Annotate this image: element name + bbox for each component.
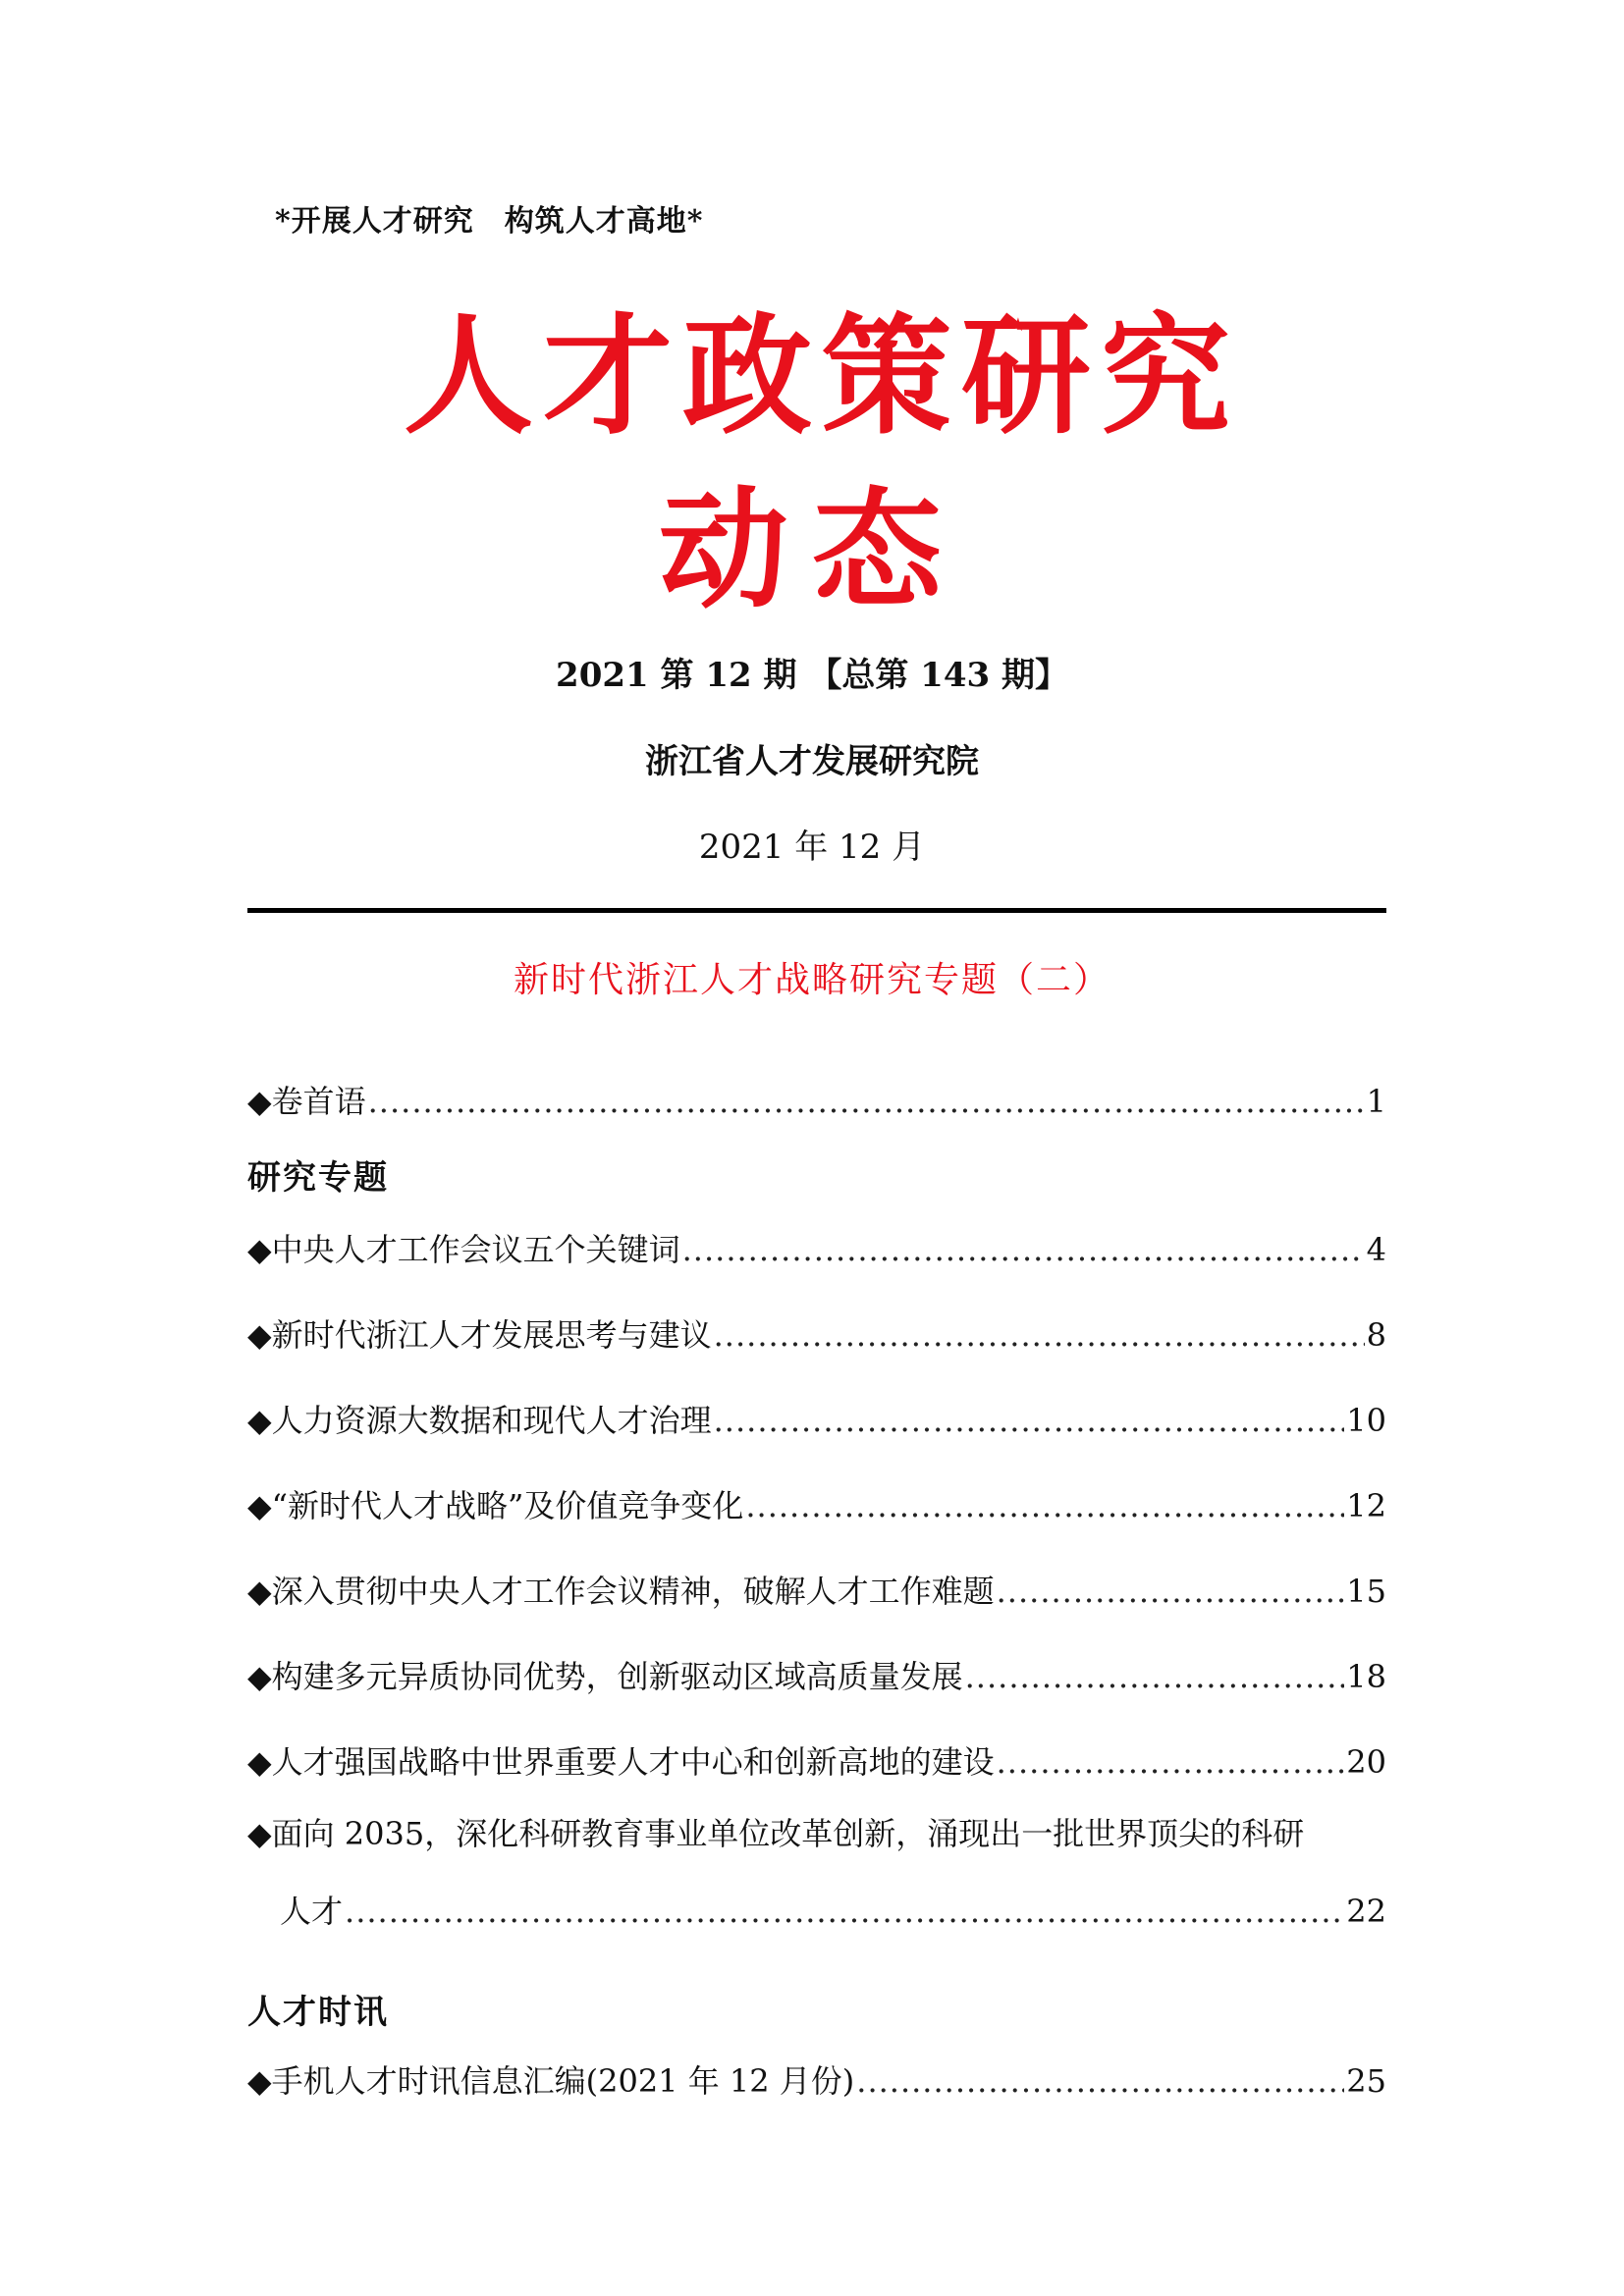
- toc-entry-title: ◆手机人才时讯信息汇编(2021 年 12 月份): [247, 2062, 855, 2100]
- toc-page-number: 8: [1366, 1316, 1386, 1354]
- organization: 浙江省人才发展研究院: [645, 742, 979, 781]
- toc-leader: [714, 1402, 1345, 1439]
- toc-leader: [745, 1487, 1344, 1524]
- divider: [247, 908, 1386, 913]
- toc-page-number: 22: [1346, 1893, 1386, 1930]
- toc-page-number: 25: [1346, 2062, 1386, 2100]
- section-heading-research: 研究专题: [247, 1158, 389, 1198]
- toc-entry[interactable]: [247, 2056, 1386, 2102]
- toc-page-number: 4: [1366, 1231, 1386, 1268]
- toc-entry[interactable]: [247, 1567, 1386, 1612]
- toc-page-number: 12: [1346, 1487, 1386, 1524]
- toc-page-number: 1: [1366, 1083, 1386, 1120]
- publication-date: 2021 年 12 月: [698, 828, 926, 867]
- toc-entry-title: 人才: [280, 1893, 344, 1930]
- special-topic-title: 新时代浙江人才战略研究专题（二）: [513, 960, 1110, 1000]
- publication-title-line2: 动态: [659, 475, 965, 626]
- section-heading-news: 人才时讯: [247, 1993, 389, 2032]
- toc-entry-title: ◆人才强国战略中世界重要人才中心和创新高地的建设: [247, 1743, 995, 1781]
- toc-entry-long-line2[interactable]: [280, 1887, 1386, 1932]
- toc-entry[interactable]: [247, 1652, 1386, 1697]
- toc-page-number: 18: [1346, 1658, 1386, 1695]
- toc-entry-preface[interactable]: [247, 1077, 1386, 1122]
- toc-entry-title: ◆中央人才工作会议五个关键词: [247, 1231, 680, 1268]
- toc-leader: [965, 1658, 1345, 1695]
- toc-entry[interactable]: [247, 1396, 1386, 1441]
- toc-entry-title: ◆人力资源大数据和现代人才治理: [247, 1402, 712, 1439]
- toc-leader: [997, 1743, 1345, 1781]
- toc-leader: [345, 1893, 1344, 1930]
- toc-leader: [682, 1231, 1365, 1268]
- issue-number: 2021 第 12 期 【总第 143 期】: [556, 656, 1068, 695]
- toc-page-number: 15: [1346, 1573, 1386, 1610]
- toc-entry[interactable]: [247, 1737, 1386, 1783]
- toc-entry[interactable]: [247, 1481, 1386, 1526]
- toc-entry-title: ◆卷首语: [247, 1083, 366, 1120]
- toc-entry-title: ◆深入贯彻中央人才工作会议精神，破解人才工作难题: [247, 1573, 995, 1610]
- toc-leader: [368, 1083, 1365, 1120]
- toc-page-number: 10: [1346, 1402, 1386, 1439]
- toc-entry-long-line1[interactable]: ◆面向 2035，深化科研教育事业单位改革创新，涌现出一批世界顶尖的科研: [247, 1815, 1305, 1852]
- toc-entry[interactable]: [247, 1225, 1386, 1270]
- toc-entry-title: ◆“新时代人才战略”及价值竞争变化: [247, 1487, 744, 1524]
- toc-leader: [714, 1316, 1365, 1354]
- toc-leader: [856, 2062, 1344, 2100]
- toc-entry-title: ◆新时代浙江人才发展思考与建议: [247, 1316, 712, 1354]
- slogan: *开展人才研究 构筑人才高地*: [275, 204, 704, 239]
- toc-page-number: 20: [1346, 1743, 1386, 1781]
- toc-entry[interactable]: [247, 1310, 1386, 1356]
- toc-entry-title: ◆构建多元异质协同优势，创新驱动区域高质量发展: [247, 1658, 963, 1695]
- publication-title-line1: 人才政策研究: [404, 301, 1240, 453]
- toc-leader: [997, 1573, 1345, 1610]
